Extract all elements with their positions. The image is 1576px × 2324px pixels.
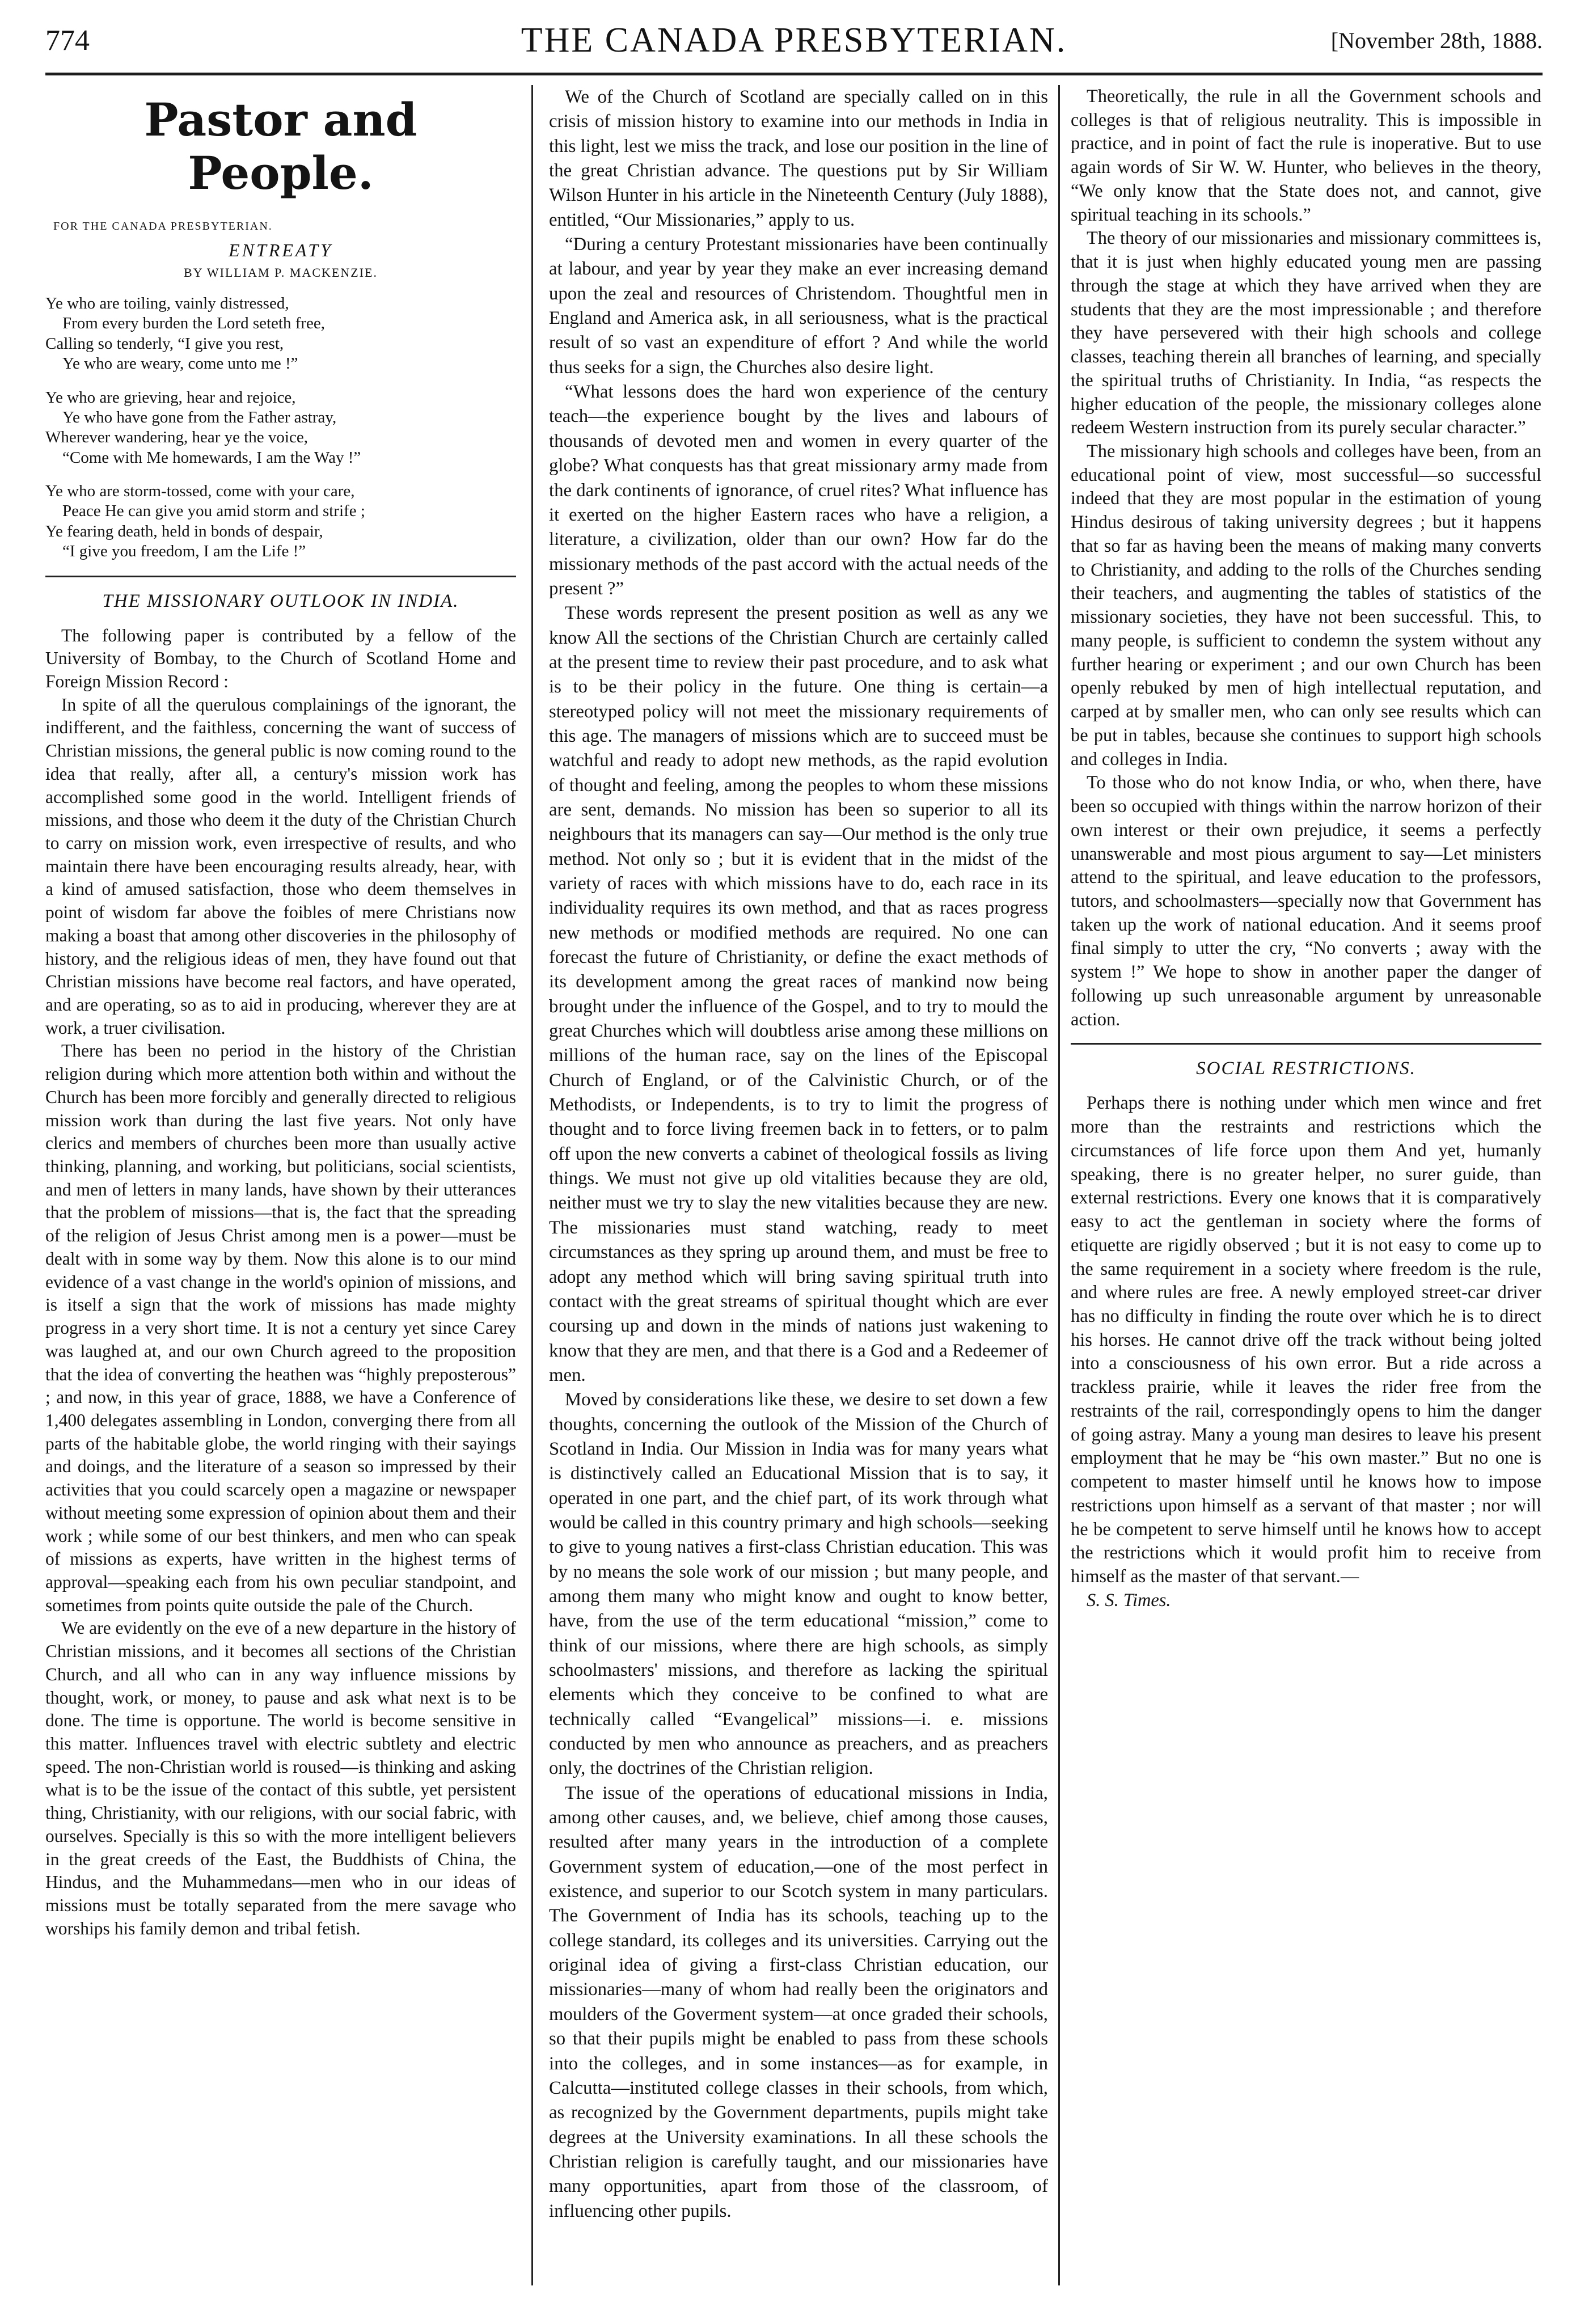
section-divider bbox=[1071, 1043, 1541, 1045]
poem-line: Calling so tenderly, “I give you rest, bbox=[45, 334, 284, 353]
article-paragraph: These words represent the present position as well as any we know All the sections of the Christian Church are certainly called at the present time to review their past procedure, and to ask what is to be their policy in the future. One thing is certain—a stereotyped policy will not meet the missionary requirements of this age. The managers of missions which are to succeed must be watchful and ready to adopt new methods, as the rapid evolution of thought and feeling, among the peoples to whom these missions are sent, demands. No mission has been so superior to all its neighbours that its managers can say—Our method is the only true method. Not only so ; but it is evident that in the midst of the variety of races with which missions have to do, each race in its individuality requires its own method, and that as races progress new methods or modified methods are required. No one can forecast the future of Christianity, or define the exact methods of its development among the great races of mankind now being brought under the influence of the Gospel, and to try to mould the great Churches which will doubtless arise among these millions on millions of the human race, say on the lines of the Episcopal Church of England, or of the Calvinistic Church, or of the Methodists, or Independents, is to try to limit the progress of thought and to force living freemen back in to fetters, or to palm off upon the new converts a cabinet of theological fossils as living things. We must not give up old vitalities because they are old, neither must we try to slay the new vitalities because they are new. The missionaries must stand watching, ready to meet circumstances as they spring up around them, and must be free to adopt any method which will bring saving spiritual truth into contact with the great streams of spiritual thought which are ever coursing up and down in the minds of nations just wakening to know that they are men, and that there is a God and a Redeemer of men. bbox=[549, 603, 1048, 1385]
article-paragraph: We are evidently on the eve of a new departure in the history of Christian missions, and it becomes all sections of the Christian Church, and all who can in any way influence missions by thought, work, or money, to pause and ask what next is to be done. The time is opportune. The world is become sensitive in this matter. Influences travel with electric subtlety and electric speed. The non-Christian world is roused—is thinking and asking what is to be the issue of the contact of this subtle, yet persistent thing, Christianity, with our religions, with our social fabric, with ourselves. Specially is this so with the more intelligent believers in the great creeds of the East, the Buddhists of China, the Hindus, and the Muhammedans—men who in our ideas of missions must be totally separated from the mere savage who worships his family demon and tribal fetish. bbox=[45, 1618, 516, 1938]
article-paragraph: In spite of all the querulous complainings of the ignorant, the indifferent, and the faithless, concerning the want of success of Christian missions, the general public is now coming round to the idea that really, after all, a century's mission work has accomplished some good in the world. Intelligent friends of missions, and those who deem it the duty of the Christian Church to carry on mission work, even irrespective of results, and who maintain there have been encouraging results already, hear, with a kind of amused satisfaction, those who deem themselves in point of wisdom far above the foibles of mere Christians now making a boast that among other discoveries in the philosophy of history, and the religious ideas of men, they have found out that Christian missions have become real factors, and have operated, and are operating, so as to aid in producing, wherever they are at work, a truer civilisation. bbox=[45, 694, 516, 1038]
newspaper-title: THE CANADA PRESBYTERIAN. bbox=[521, 21, 1067, 60]
poem-line: Wherever wandering, hear ye the voice, bbox=[45, 428, 308, 447]
article-paragraph: The missionary high schools and colleges have been, from an educational point of view, most successful—so successful indeed that they are most popular in the estimation of young Hindus desirous of taking university degrees ; but it happens that so far as having been the means of making many converts to Christianity, and adding to the rolls of the Churches sending their teachers, and augmenting the tables of statistics of the missionary societies, they have not been successful. This, to many people, is sufficient to condemn the system without any further hearing or experiment ; and our own Church has been openly rebuked by men of high intellectual reputation, and carped at by smaller men, who can only see results which can be put in tables, because she continues to support high schools and colleges in India. bbox=[1071, 441, 1541, 770]
poem-stanza bbox=[45, 481, 516, 562]
article-source: S. S. Times. bbox=[1087, 1590, 1171, 1611]
article-paragraph: “During a century Protestant missionaries have been continually at labour, and year by year they make an ever increasing demand upon the zeal and resources of Christendom. Thoughtful men in England and America ask, in all seriousness, what is the practical result of so vast an expenditure of effort ? And while the world thus seeks for a sign, the Churches also desire light. bbox=[549, 234, 1048, 378]
poem-stanza bbox=[45, 388, 516, 468]
article-paragraph: To those who do not know India, or who, when there, have been so occupied with things within the narrow horizon of their own interest or their own prejudice, it seems a perfectly unanswerable and most pious argument to say—Let ministers attend to the spiritual, and leave education to the professors, tutors, and schoolmasters—specially now that Government has taken up the work of national education. And it seems proof final simply to utter the cry, “No converts ; away with the system !” We hope to show in another paper the danger of following up such unreasonable argument by unreasonable action. bbox=[1071, 772, 1541, 1030]
section-heading: Pastor and People. bbox=[144, 93, 417, 200]
article-title: SOCIAL RESTRICTIONS. bbox=[1196, 1058, 1416, 1079]
poem-line: Peace He can give you amid storm and strife ; bbox=[62, 502, 365, 521]
poem-line: Ye who are grieving, hear and rejoice, bbox=[45, 388, 296, 407]
poem-line: Ye who are storm-tossed, come with your care, bbox=[45, 482, 355, 500]
column-1 bbox=[45, 85, 516, 2299]
issue-date: [November 28th, 1888. bbox=[1330, 28, 1543, 53]
article-paragraph: The issue of the operations of educational missions in India, among other causes, and, we believe, chief among those causes, resulted after many years in the introduction of a complete Government system of education,—one of the most perfect in existence, and superior to our Scotch system in many particulars. The Government of India has its schools, teaching up to the college standard, its colleges and its universities. Carrying out the original idea of giving a first-class Christian education, our missionaries—many of whom had really been the originators and moulders of the Goverment system—at once graded their schools, so that their pupils might be enabled to pass from these schools into the colleges, and in some instances—as for example, in Calcutta—instituted college classes in their schools, from which, as recognized by the Government departments, pupils might take degrees at the University examinations. In all these schools the Christian religion is carefully taught, and our missionaries have many opportunities, apart from those of the classroom, of influencing other pupils. bbox=[549, 1782, 1048, 2221]
masthead-rule bbox=[45, 73, 1543, 75]
masthead bbox=[45, 16, 1543, 66]
poem-title: ENTREATY bbox=[229, 240, 333, 260]
poem-stanza bbox=[45, 294, 516, 374]
column-2 bbox=[549, 85, 1048, 2299]
column-rule-1 bbox=[531, 85, 533, 2285]
column-3 bbox=[1071, 85, 1541, 2299]
article-paragraph: Moved by considerations like these, we desire to set down a few thoughts, concerning the outlook of the Mission of the Church of Scotland in India. Our Mission in India was for many years what is distinctively called an Educational Mission that is to say, it operated in one part, and the chief part, of its work through what would be called in this country primary and high schools—seeking to give to young natives a first-class Christian education. This was by no means the sole work of our mission ; but many people, and among them many who might know and ought to know better, have, from the use of the term educational “mission,” come to think of our missions, where there are high schools, as simply schoolmasters' missions, and therefore as lacking the spiritual elements which they conceive to be confined to what are technically called “Evangelical” missions—i. e. missions conducted by men who announce as preachers, and as preachers only, the doctrines of the Christian religion. bbox=[549, 1389, 1048, 1779]
page-number: 774 bbox=[45, 24, 90, 57]
article-paragraph: Theoretically, the rule in all the Government schools and colleges is that of religious neutrality. This is impossible in practice, and in point of fact the rule is inoperative. But to use again words of Sir W. W. Hunter, who believes in the theory, “We only know that the State does not, and cannot, give spiritual teaching in its schools.” bbox=[1071, 86, 1541, 225]
article-paragraph: Perhaps there is nothing under which men wince and fret more than the restraints and restrictions which the circumstances of life force upon them And yet, humanly speaking, there is no greater helper, no surer guide, than external restrictions. Every one knows that it is comparatively easy to act the gentleman in society where the forms of etiquette are rigidly observed ; but it is not easy to come up to the same requirement in a society where freedom is the rule, and where rules are free. A newly employed street-car driver has no difficulty in finding the route over which he is to direct his horses. He cannot drive off the track without being jolted into a consciousness of his own error. But a ride across a trackless prairie, while it leaves the rider free from the restraints of the rail, correspondingly opens to him the danger of going astray. Many a young man desires to leave his present employment that he may be “his own master.” But no one is competent to master himself until he knows how to impose restrictions upon himself as a servant of that master ; nor will he be competent to serve himself until he knows how to accept the restrictions which it would profit him to receive from himself as the master of that servant.— bbox=[1071, 1093, 1541, 1587]
article-paragraph: “What lessons does the hard won experience of the century teach—the experience bought by the lives and labours of thousands of devoted men and women in every quarter of the globe? What conquests has that great missionary army made from the dark continents of ignorance, of cruel rites? What influence has it exerted on the higher Eastern races who have a religion, a literature, a civilization, older than our own? How far do the missionary methods of the past accord with the actual needs of the present ?” bbox=[549, 382, 1048, 599]
poem-author: BY WILLIAM P. MACKENZIE. bbox=[184, 265, 378, 280]
section-divider bbox=[45, 576, 516, 577]
poem-line: Ye who are weary, come unto me !” bbox=[62, 354, 298, 373]
poem-line: Ye who are toiling, vainly distressed, bbox=[45, 294, 289, 312]
column-rule-2 bbox=[1058, 85, 1060, 2285]
poem-line: Ye fearing death, held in bonds of despair, bbox=[45, 522, 323, 540]
article-paragraph: The following paper is contributed by a fellow of the University of Bombay, to the Church of Scotland Home and Foreign Mission Record : bbox=[45, 625, 516, 691]
poem-line: Ye who have gone from the Father astray, bbox=[62, 408, 337, 426]
poem-line: From every burden the Lord seteth free, bbox=[62, 314, 326, 333]
article-paragraph: The theory of our missionaries and missionary committees is, that it is just when highly educated young men are passing through the stage at which they have arrived when they are students that they are the most impressionable ; and therefore they have persevered with their high schools and college classes, teaching therein all branches of learning, and specially the spiritual truths of Christianity. In India, “as respects the higher education of the people, the missionary colleges alone redeem Western instruction from its purely secular character.” bbox=[1071, 228, 1541, 438]
poem-source: FOR THE CANADA PRESBYTERIAN. bbox=[53, 220, 273, 233]
article-paragraph: We of the Church of Scotland are specially called on in this crisis of mission history to examine into our methods in India in this light, lest we miss the track, and lose our position in the line of the great Christian advance. The questions put by Sir William Wilson Hunter in his article in the Nineteenth Century (July 1888), entitled, “Our Missionaries,” apply to us. bbox=[549, 87, 1048, 230]
article-paragraph: There has been no period in the history of the Christian religion during which more attention both within and without the Church has been more forcibly and generally directed to religious mission work than during the last five years. Not only have clerics and members of churches been more than usually active thinking, planning, and working, but politicians, social scientists, and men of letters in many lands, have shown by their utterances that the problem of missions—that is, the fact that the spreading of the religion of Jesus Christ among men is a power—must be dealt with in some way by them. Now this alone is to our mind evidence of a vast change in the world's opinion of missions, and is itself a sign that the work of missions has made mighty progress in a very short time. It is not a century yet since Carey was laughed at, and our own Church agreed to the proposition that the idea of converting the heathen was “highly preposterous” ; and now, in this year of grace, 1888, we have a Conference of 1,400 delegates assembling in London, converging there from all parts of the habitable globe, the world ringing with their sayings and doings, and the literature of a season so impressed by their activities that you could scarcely open a magazine or newspaper without meeting some expression of opinion about them and their work ; while some of our best thinkers, and men who can speak of missions as experts, have written in the highest terms of approval—speaking each from his own peculiar standpoint, and sometimes from points quite outside the pale of the Church. bbox=[45, 1041, 516, 1615]
poem-line: “I give you freedom, I am the Life !” bbox=[62, 542, 306, 561]
poem-line: “Come with Me homewards, I am the Way !” bbox=[62, 448, 361, 467]
article-title: THE MISSIONARY OUTLOOK IN INDIA. bbox=[102, 590, 459, 611]
